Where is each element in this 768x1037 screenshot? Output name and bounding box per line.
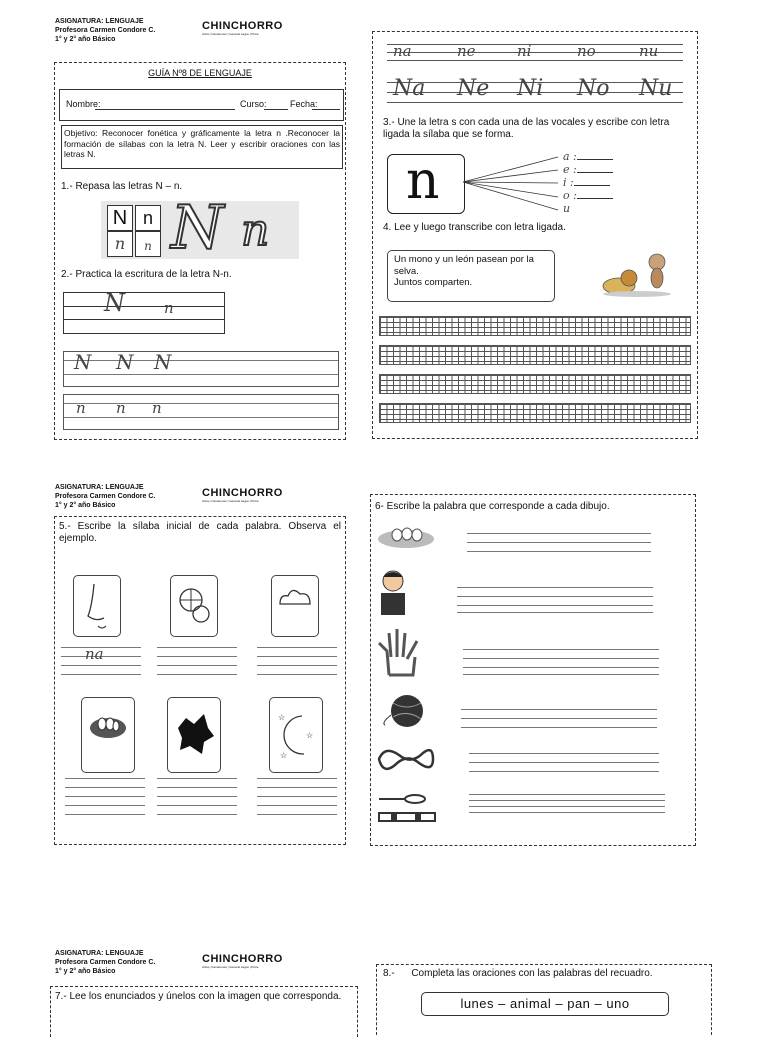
q2-text: 2.- Practica la escritura de la letra N-n. xyxy=(61,269,232,280)
grade: 1° y 2° año Básico xyxy=(55,36,116,43)
q5-text: 5.- Escribe la sílaba inicial de cada palabra. Observa el ejemplo. xyxy=(59,521,341,544)
q3-text: 3.- Une la letra s con cada una de las vocales y escribe con letra ligada la sílaba que se forma. xyxy=(383,117,670,140)
picture-stain xyxy=(167,697,221,773)
vowel-o: o : xyxy=(563,189,623,202)
logo-text-3: CHINCHORRO xyxy=(202,953,283,965)
logo-sub-3: Arica | Camarones | General Lagos | Putre xyxy=(202,965,259,969)
nombre-label: Nombre: xyxy=(66,99,101,109)
word-lines-6[interactable] xyxy=(469,789,665,813)
letter-N-cursive-card: n xyxy=(107,231,133,257)
practice-N-2: N xyxy=(116,350,134,374)
syllable-ni: ni xyxy=(517,42,532,60)
letter-n-card: n xyxy=(135,205,161,231)
grid-row-4[interactable] xyxy=(379,403,691,423)
svg-text:☆: ☆ xyxy=(280,751,288,760)
syllables-row-top xyxy=(387,40,683,66)
grid-row-1[interactable] xyxy=(379,316,691,336)
picture-knot xyxy=(375,739,437,779)
vowel-list xyxy=(563,150,623,212)
big-cursive-n: n xyxy=(241,205,270,256)
q1-text: 1.- Repasa las letras N – n. xyxy=(61,181,183,192)
grade-2: 1° y 2° año Básico xyxy=(55,502,116,509)
syllable-nu: nu xyxy=(639,42,659,60)
practice-N-3: N xyxy=(154,350,172,374)
picture-nest xyxy=(81,697,135,773)
example-answer: na xyxy=(85,645,104,663)
q4-text: 4. Lee y luego transcribe con letra ligada. xyxy=(383,222,566,233)
syllable-Na: Na xyxy=(393,76,426,101)
logo xyxy=(202,20,283,36)
svg-text:☆: ☆ xyxy=(278,713,286,722)
logo-text-2: CHINCHORRO xyxy=(202,487,283,499)
word-lines-3[interactable] xyxy=(463,641,659,675)
letter-n-cursive-card: n xyxy=(135,231,161,257)
picture-cloud xyxy=(271,575,319,637)
practice-box-1[interactable] xyxy=(63,289,225,334)
vowel-u: u xyxy=(563,202,571,212)
sentence-card: Un mono y un león pasean por la selva. Juntos comparten. xyxy=(387,250,555,302)
grid-row-2[interactable] xyxy=(379,345,691,365)
grid-row-3[interactable] xyxy=(379,374,691,394)
picture-hand xyxy=(375,627,431,677)
practice-box-3[interactable] xyxy=(63,394,339,430)
q7-text: 7.- Lee los enunciados y únelos con la imagen que corresponda. xyxy=(55,991,342,1002)
fecha-line[interactable] xyxy=(312,109,340,110)
curso-label: Curso: xyxy=(240,99,267,109)
answer-lines-5[interactable] xyxy=(157,770,237,815)
word-lines-1[interactable] xyxy=(467,525,651,552)
worksheet-left-3 xyxy=(50,986,358,1037)
grade-3: 1° y 2° año Básico xyxy=(55,968,116,975)
worksheet-left-2 xyxy=(54,516,346,845)
nombre-line[interactable] xyxy=(95,109,235,110)
practice-n-1: n xyxy=(76,399,86,417)
connector-lines xyxy=(463,152,563,214)
word-lines-4[interactable] xyxy=(461,701,657,728)
syllable-No: No xyxy=(577,76,610,101)
name-box xyxy=(59,89,344,121)
answer-lines-2[interactable] xyxy=(157,639,237,675)
practice-n: n xyxy=(164,299,174,317)
word-box: lunes – animal – pan – uno xyxy=(421,992,669,1016)
subject-2: ASIGNATURA: LENGUAJE xyxy=(55,484,144,491)
word-lines-2[interactable] xyxy=(457,579,653,613)
practice-n-2: n xyxy=(116,399,126,417)
monkey-lion-image xyxy=(601,248,675,298)
big-cursive-N: N xyxy=(171,193,224,263)
syllables-row-bottom xyxy=(387,76,683,108)
logo-3 xyxy=(202,953,283,969)
practice-N: N xyxy=(104,289,125,317)
q6-text: 6- Escribe la palabra que corresponde a cada dibujo. xyxy=(375,501,610,512)
header-block-2 xyxy=(55,483,155,510)
picture-nest-2 xyxy=(375,525,437,549)
teacher-2: Profesora Carmen Condore C. xyxy=(55,493,156,500)
logo-text: CHINCHORRO xyxy=(202,20,283,32)
syllable-Ni: Ni xyxy=(517,76,544,101)
worksheet-right-2 xyxy=(370,494,696,846)
header-block xyxy=(55,17,155,44)
subject-3: ASIGNATURA: LENGUAJE xyxy=(55,950,144,957)
picture-boy xyxy=(375,567,409,617)
letter-N-card: N xyxy=(107,205,133,231)
worksheet-right-1 xyxy=(372,31,698,439)
syllable-no: no xyxy=(577,42,596,60)
curso-line[interactable] xyxy=(264,109,288,110)
worksheet-right-3 xyxy=(376,964,712,1035)
teacher: Profesora Carmen Condore C. xyxy=(55,27,156,34)
syllable-Ne: Ne xyxy=(457,76,490,101)
practice-n-3: n xyxy=(152,399,162,417)
picture-nose xyxy=(73,575,121,637)
answer-lines-4[interactable] xyxy=(65,770,145,815)
fecha-label: Fecha: xyxy=(290,99,318,109)
picture-night xyxy=(269,697,323,773)
logo-2 xyxy=(202,487,283,503)
answer-lines-6[interactable] xyxy=(257,770,337,815)
vowel-a: a : xyxy=(563,150,623,163)
practice-N-1: N xyxy=(74,350,92,374)
worksheet-left-1 xyxy=(54,62,346,440)
q8-text: 8.- Completa las oraciones con las palabras del recuadro. xyxy=(383,968,653,979)
subject: ASIGNATURA: LENGUAJE xyxy=(55,18,144,25)
syllable-Nu: Nu xyxy=(639,76,673,101)
logo-sub: Arica | Camarones | General Lagos | Putre xyxy=(202,32,259,36)
big-letter-card xyxy=(387,151,465,214)
svg-text:☆: ☆ xyxy=(306,731,314,740)
objective: Objetivo: Reconocer fonética y gráficamente la letra n .Reconocer la formación de sílabas con la letra N. Leer y escribir oraciones con las letras N. xyxy=(61,125,343,169)
picture-buttons xyxy=(375,791,437,825)
picture-orange xyxy=(170,575,218,637)
logo-sub-2: Arica | Camarones | General Lagos | Putre xyxy=(202,499,259,503)
picture-yarn xyxy=(375,693,431,729)
answer-lines-3[interactable] xyxy=(257,639,337,675)
letters-image xyxy=(101,193,299,263)
vowel-i: i : xyxy=(563,176,623,189)
page-title: GUÍA Nº8 DE LENGUAJE xyxy=(148,68,252,78)
practice-box-2[interactable] xyxy=(63,351,339,387)
syllable-na: na xyxy=(393,42,412,60)
big-letter: n xyxy=(406,151,440,211)
vowel-e: e : xyxy=(563,163,623,176)
teacher-3: Profesora Carmen Condore C. xyxy=(55,959,156,966)
header-block-3 xyxy=(55,949,155,976)
word-lines-5[interactable] xyxy=(469,745,659,772)
syllable-ne: ne xyxy=(457,42,476,60)
